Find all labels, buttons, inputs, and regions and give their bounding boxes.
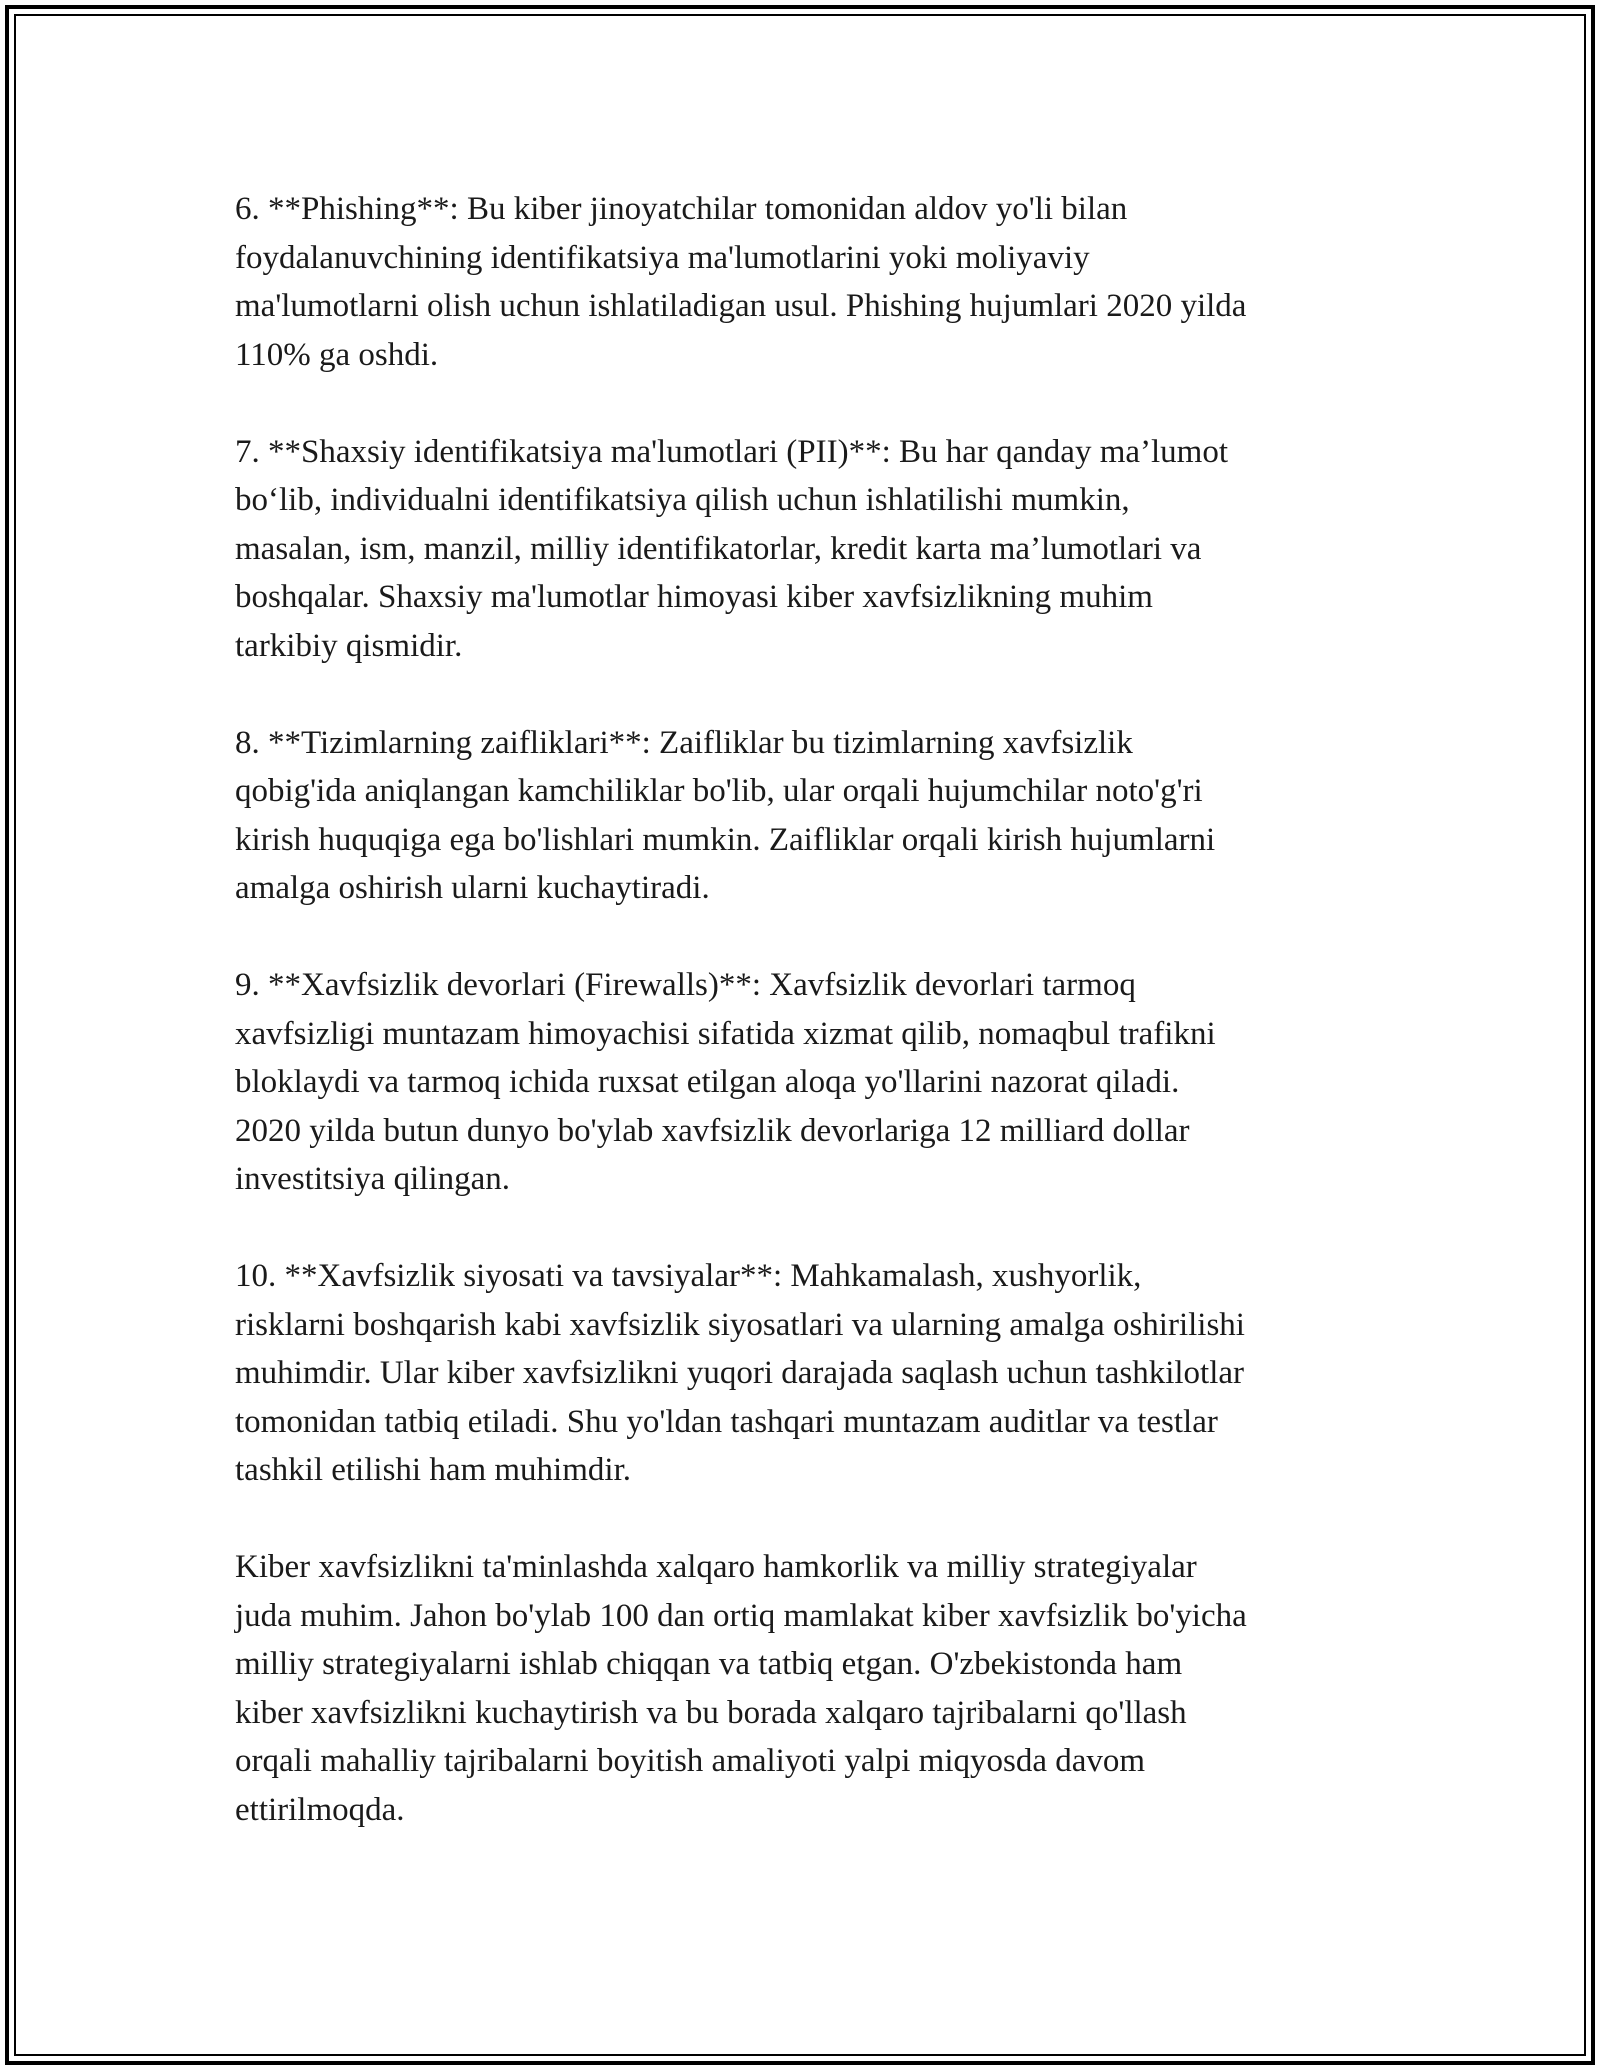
paragraph-pii: 7. **Shaxsiy identifikatsiya ma'lumotlari (PII)**: Bu har qanday ma’lumot bo‘lib, individualni identifikatsiya qilish uchun ishlatilishi mumkin, masalan, ism, manzil, milliy identifikatorlar, kredit karta ma’lumotlari va boshqalar. Shaxsiy ma'lumotlar himoyasi kiber xavfsizlikning muhim tarkibiy qismidir. [235, 433, 1229, 664]
paragraph-vulnerabilities: 8. **Tizimlarning zaifliklari**: Zaifliklar bu tizimlarning xavfsizlik qobig'ida aniqlangan kamchiliklar bo'lib, ular orqali hujumchilar noto'g'ri kirish huquqiga ega bo'lishlari mumkin. Zaifliklar orqali kirish hujumlarni amalga oshirish ularni kuchaytiradi. [235, 724, 1216, 906]
paragraph-phishing: 6. **Phishing**: Bu kiber jinoyatchilar tomonidan aldov yo'li bilan foydalanuvchining identifikatsiya ma'lumotlarini yoki moliyaviy ma'lumotlarni olish uchun ishlatiladigan usul. Phishing hujumlari 2020 yilda 110% ga oshdi. [235, 191, 1247, 373]
paragraph-firewalls: 9. **Xavfsizlik devorlari (Firewalls)**: Xavfsizlik devorlari tarmoq xavfsizligi muntazam himoyachisi sifatida xizmat qilib, nomaqbul trafikni bloklaydi va tarmoq ichida ruxsat etilgan aloqa yo'llarini nazorat qiladi. 2020 yilda butun dunyo bo'ylab xavfsizlik devorlariga 12 milliard dollar investitsiya qilingan. [235, 967, 1216, 1197]
paragraph-conclusion: Kiber xavfsizlikni ta'minlashda xalqaro hamkorlik va milliy strategiyalar juda muhim. Jahon bo'ylab 100 dan ortiq mamlakat kiber xavfsizlik bo'yicha milliy strategiyalarni ishlab chiqqan va tatbiq etgan. O'zbekistonda ham kiber xavfsizlikni kuchaytirish va bu borada xalqaro tajribalarni qo'llash orqali mahalliy tajribalarni boyitish amaliyoti yalpi miqyosda davom ettirilmoqda. [235, 1549, 1247, 1828]
paragraph-security-policy: 10. **Xavfsizlik siyosati va tavsiyalar**: Mahkamalash, xushyorlik, risklarni boshqarish kabi xavfsizlik siyosatlari va ularning amalga oshirilishi muhimdir. Ular kiber xavfsizlikni yuqori darajada saqlash uchun tashkilotlar tomonidan tatbiq etiladi. Shu yo'ldan tashqari muntazam auditlar va testlar tashkil etilishi ham muhimdir. [235, 1258, 1245, 1488]
document-body [235, 185, 1375, 1883]
